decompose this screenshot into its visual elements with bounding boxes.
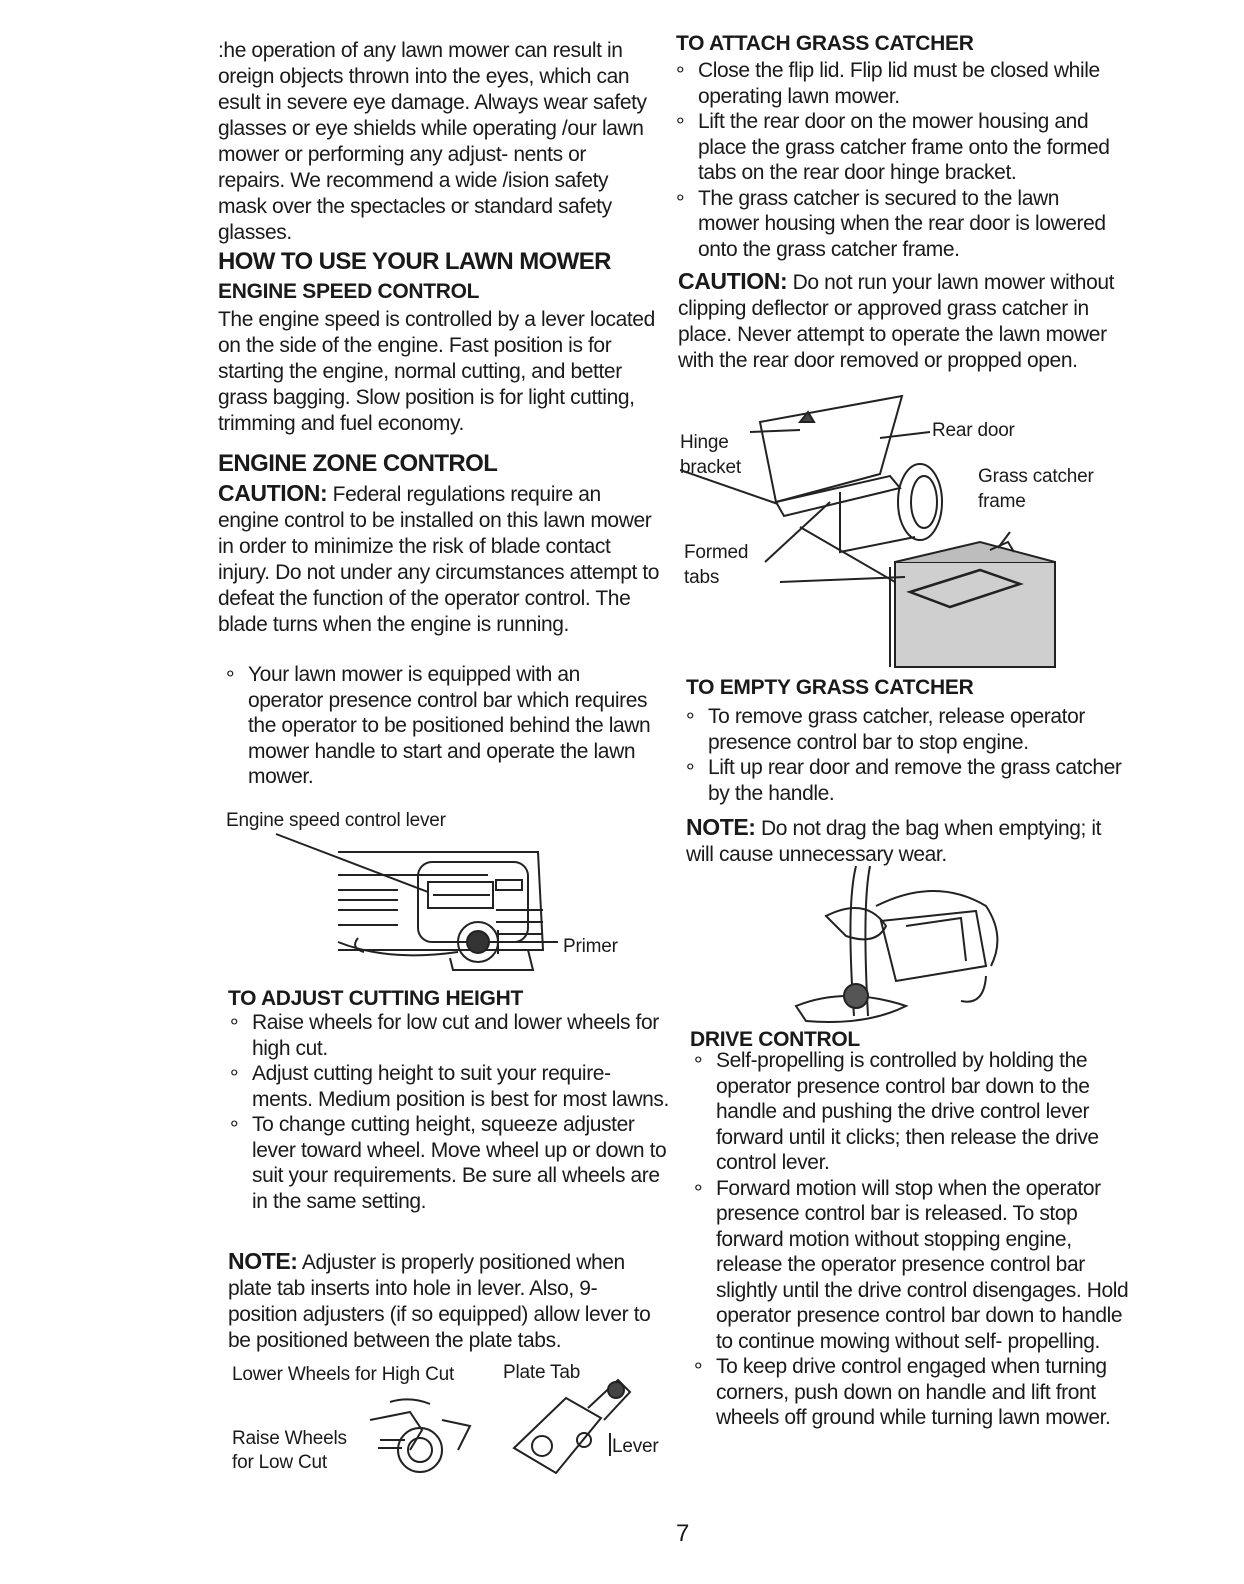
wheel-adjuster-illustration (350, 1390, 480, 1480)
engine-zone-caution (218, 480, 663, 638)
list-item: ∘ Forward motion will stop when the operator presence control bar is released. To stop forward motion without stopping engine, release the operator presence control bar slightly until the drive control disengages. Hold operator presence control bar down to handle to continue mowing without self- propelling. (690, 1176, 1130, 1355)
fig2-lower-wheels: Lower Wheels for High Cut (232, 1364, 455, 1385)
list-item: ∘ Lift up rear door and remove the grass catcher by the handle. (682, 755, 1122, 806)
attach-caution (678, 268, 1118, 374)
grass-catcher-illustration (680, 392, 1060, 672)
note-label: NOTE: (228, 1248, 298, 1274)
list-item: ∘ To remove grass catcher, release operator presence control bar to stop engine. (682, 704, 1122, 755)
drive-control-bullets (690, 1048, 1130, 1431)
note-label: NOTE: (686, 814, 756, 840)
list-item: ∘ Raise wheels for low cut and lower wheels for high cut. (226, 1010, 671, 1061)
empty-note-text: Do not drag the bag when emptying; it will cause unnecessary wear. (686, 817, 1102, 866)
fig2-lever: Lever (612, 1436, 659, 1457)
fig3-tabs: tabs (684, 567, 720, 588)
how-to-use-heading: HOW TO USE YOUR LAWN MOWER (218, 248, 611, 275)
list-item: ∘ The grass catcher is secured to the lawn mower housing when the rear door is lowered onto the grass catcher frame. (672, 186, 1122, 263)
fig1-label-lever: Engine speed control lever (226, 810, 446, 831)
fig2-low-cut: for Low Cut (232, 1452, 327, 1473)
fig3-grass-catcher: Grass catcher (978, 466, 1094, 487)
fig3-rear-door: Rear door (932, 420, 1015, 441)
fig3-hinge: Hinge (680, 432, 729, 453)
list-item: ∘ Adjust cutting height to suit your require- ments. Medium position is best for most lawns. (226, 1061, 671, 1112)
plate-tab-illustration (506, 1378, 636, 1478)
list-item: ∘ Self-propelling is controlled by holding the operator presence control bar down to the handle and pushing the drive control lever forward until it clicks; then release the drive control lever. (690, 1048, 1130, 1176)
empty-catcher-illustration (786, 866, 1016, 1026)
fig2-raise-wheels: Raise Wheels (232, 1428, 347, 1449)
engine-zone-heading: ENGINE ZONE CONTROL (218, 450, 498, 477)
empty-catcher-bullets (682, 704, 1122, 806)
attach-catcher-bullets (672, 58, 1122, 262)
page-number: 7 (676, 1520, 690, 1547)
intro-paragraph: :he operation of any lawn mower can result in oreign objects thrown into the eyes, which can esult in severe eye damage. Always wear safety glasses or eye shields while operating /our lawn mower or performing any adjust- nents or repairs. We recommend a wide /ision safety mask over the spectacles or standard safety glasses. (218, 39, 647, 244)
list-item: ∘ Lift the rear door on the mower housing and place the grass catcher frame onto the formed tabs on the rear door hinge bracket. (672, 109, 1122, 186)
fig3-formed: Formed (684, 542, 749, 563)
engine-control-illustration (228, 830, 568, 980)
caution-label: CAUTION: (678, 268, 788, 294)
attach-caution-text: Do not run your lawn mower without clipping deflector or approved grass catcher in place. Never attempt to operate the lawn mower with the rear door removed or propped open. (678, 271, 1115, 372)
fig3-frame: frame (978, 491, 1026, 512)
drive-control-heading: DRIVE CONTROL (690, 1028, 860, 1051)
list-item: ∘ To change cutting height, squeeze adjuster lever toward wheel. Move wheel up or down to suit your requirements. Be sure all wheels are in the same setting. (226, 1112, 671, 1214)
adjust-height-heading: TO ADJUST CUTTING HEIGHT (228, 987, 523, 1010)
list-item: ∘ Close the flip lid. Flip lid must be closed while operating lawn mower. (672, 58, 1122, 109)
engine-speed-heading: ENGINE SPEED CONTROL (218, 280, 480, 303)
fig1-label-primer: Primer (563, 936, 618, 957)
list-item: ∘ To keep drive control engaged when turning corners, push down on handle and lift front wheels off ground while turning lawn mower. (690, 1354, 1130, 1431)
engine-zone-bullets (222, 662, 652, 790)
adjust-height-bullets (226, 1010, 671, 1214)
empty-catcher-heading: TO EMPTY GRASS CATCHER (686, 676, 974, 699)
fig3-bracket: bracket (680, 457, 741, 478)
adjust-note (228, 1248, 658, 1354)
empty-note (686, 814, 1121, 868)
attach-catcher-heading: TO ATTACH GRASS CATCHER (676, 32, 974, 55)
list-item: ∘ Your lawn mower is equipped with an operator presence control bar which requires the operator to be positioned behind the lawn mower handle to start and operate the lawn mower. (222, 662, 652, 790)
engine-speed-text: The engine speed is controlled by a lever located on the side of the engine. Fast position is for starting the engine, normal cutting, and better grass bagging. Slow position is for light cutting, trimming and fuel economy. (218, 308, 655, 435)
fig2-plate-tab: Plate Tab (503, 1362, 581, 1383)
caution-label: CAUTION: (218, 480, 328, 506)
adjust-note-text: Adjuster is properly positioned when plate tab inserts into hole in lever. Also, 9- position adjusters (if so equipped) allow lever to be positioned between the plate tabs. (228, 1251, 651, 1352)
engine-zone-caution-text: Federal regulations require an engine control to be installed on this lawn mower in order to minimize the risk of blade contact injury. Do not under any circumstances attempt to defeat the function of the operator control. The blade turns when the engine is running. (218, 483, 660, 636)
